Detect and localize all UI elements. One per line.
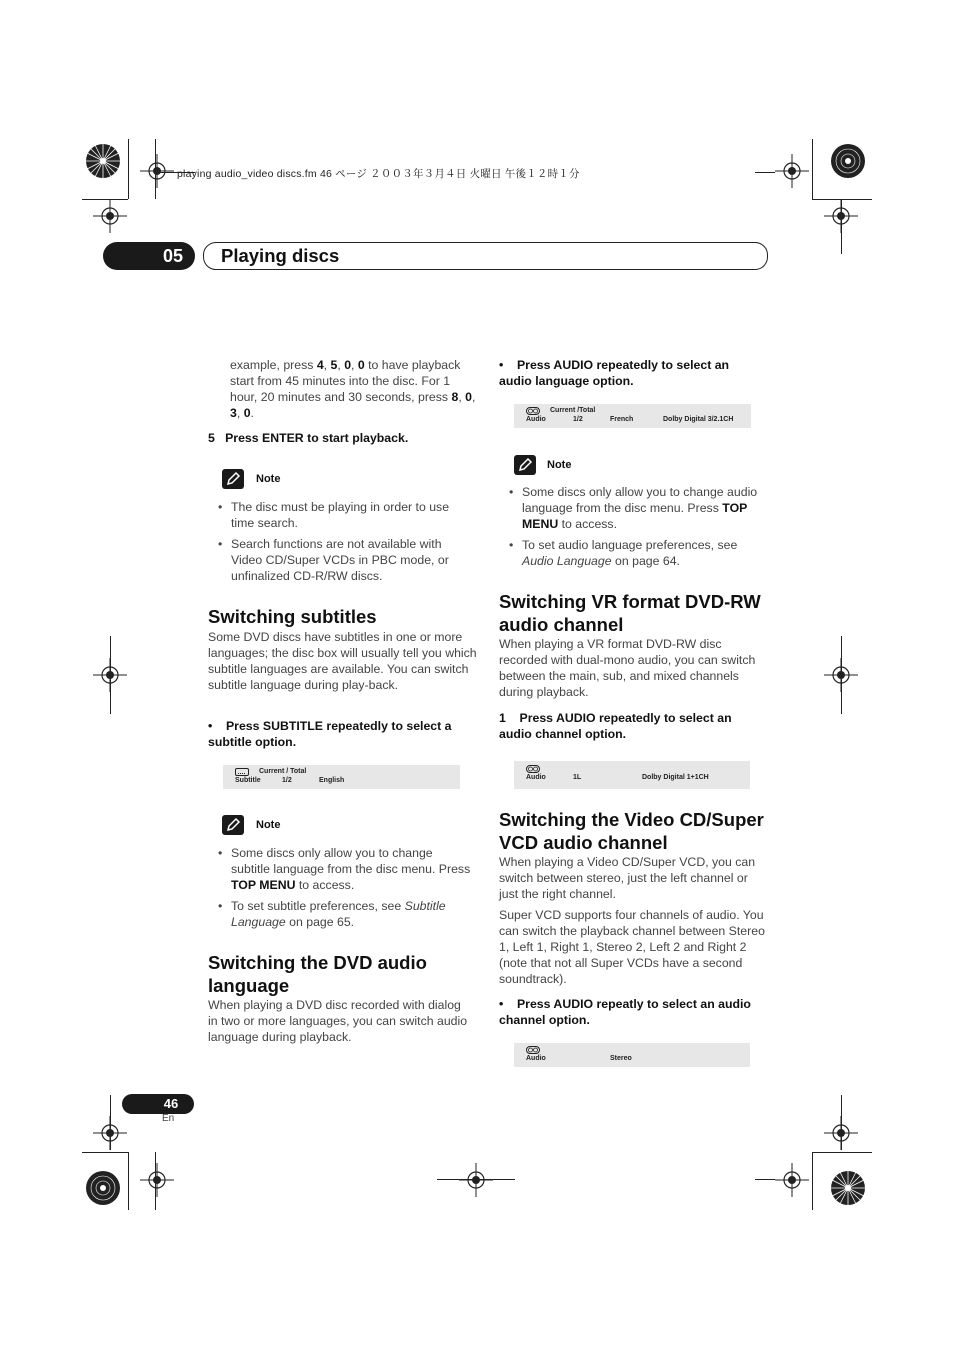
section-heading-dvd-audio: Switching the DVD audio language — [208, 952, 427, 996]
svcd-audio-description: Super VCD supports four channels of audio. You can switch the playback channel between Stereo 1, Left 1, Right 1, Stereo 2, Left 2 and Right 2 (note that not all Super VCDs have a second soundtrack). — [499, 908, 765, 986]
osd-format: Dolby Digital 1+1CH — [642, 774, 709, 781]
note-pencil-icon — [514, 455, 536, 475]
registration-mark-icon — [775, 1163, 809, 1197]
osd-title: Current /Total — [550, 407, 596, 414]
subtitle-step: • Press SUBTITLE repeatedly to select a subtitle option. — [208, 719, 452, 749]
osd-value: Stereo — [610, 1055, 632, 1062]
vcd-audio-description: When playing a Video CD/Super VCD, you can switch between stereo, just the left channel or just the right channel. — [499, 855, 756, 901]
audio-language-step: • Press AUDIO repeatedly to select an audio language option. — [499, 358, 730, 388]
registration-mark-icon — [93, 658, 127, 692]
file-header: playing audio_video discs.fm 46 ページ ２００３年３月４日 火曜日 午後１２時１分 — [177, 168, 580, 180]
registration-mark-icon — [93, 1116, 127, 1150]
audio-language-osd-display — [514, 404, 751, 428]
note-item: • Some discs only allow you to change audio language from the disc menu. Press TOP MENU to access. — [509, 484, 765, 532]
section-heading-vcd-audio: Switching the Video CD/Super VCD audio channel — [499, 809, 764, 853]
page-number: 46 — [163, 1096, 179, 1111]
subtitle-icon — [235, 768, 249, 776]
note-item: • To set subtitle preferences, see Subtitle Language on page 65. — [218, 898, 474, 930]
osd-count: 1/2 — [282, 777, 292, 784]
audio-icon — [526, 1046, 540, 1054]
subtitles-description: Some DVD discs have subtitles in one or more languages; the disc box will usually tell you which subtitle languages are available. You can switch subtitle language during play-back. — [208, 630, 477, 692]
note-label: Note — [256, 819, 281, 831]
vr-audio-osd-display — [514, 761, 750, 789]
step-5: 5 Press ENTER to start playback. — [208, 431, 409, 445]
chapter-number: 05 — [162, 246, 184, 266]
osd-channel: 1L — [573, 774, 582, 781]
chapter-title: Playing discs — [221, 245, 340, 266]
section-heading-vr-audio: Switching VR format DVD-RW audio channel — [499, 591, 761, 635]
note-item: • To set audio language preferences, see Audio Language on page 64. — [509, 537, 765, 569]
note-item: • Search functions are not available with Video CD/Super VCDs in PBC mode, or unfinalized CD-R/RW discs. — [218, 536, 474, 584]
note-item: • The disc must be playing in order to use time search. — [218, 499, 474, 531]
registration-mark-icon — [93, 199, 127, 233]
registration-mark-icon — [140, 1163, 174, 1197]
osd-title: Current / Total — [259, 768, 307, 775]
note-list — [509, 484, 765, 574]
registration-mark-icon — [775, 154, 809, 188]
audio-icon — [526, 765, 540, 773]
vcd-audio-step: • Press AUDIO repeatly to select an audio channel option. — [499, 997, 751, 1027]
printer-starburst-icon — [830, 143, 866, 179]
note-list — [218, 845, 474, 935]
audio-icon — [526, 407, 540, 415]
note-pencil-icon — [222, 815, 244, 835]
note-item: • Some discs only allow you to change subtitle language from the disc menu. Press TOP MENU to access. — [218, 845, 474, 893]
osd-label: Subtitle — [235, 777, 261, 784]
time-search-example: example, press 4, 5, 0, 0 to have playback start from 45 minutes into the disc. For 1 hour, 20 minutes and 30 seconds, press 8, 0, 3, 0. — [230, 358, 476, 420]
vcd-audio-osd-display — [514, 1043, 750, 1067]
note-list — [218, 499, 474, 589]
osd-language: French — [610, 416, 634, 423]
subtitle-osd-display — [223, 765, 460, 789]
osd-format: Dolby Digital 3/2.1CH — [663, 416, 734, 423]
printer-starburst-icon — [85, 1170, 121, 1206]
page-language: En — [162, 1113, 175, 1124]
section-heading-subtitles: Switching subtitles — [208, 606, 377, 627]
osd-label: Audio — [526, 774, 546, 781]
registration-mark-icon — [459, 1163, 493, 1197]
note-pencil-icon — [222, 469, 244, 489]
printer-starburst-icon — [830, 1170, 866, 1206]
registration-mark-icon — [824, 199, 858, 233]
osd-count: 1/2 — [573, 416, 583, 423]
printer-starburst-icon — [85, 143, 121, 179]
vr-audio-step: 1 Press AUDIO repeatedly to select an audio channel option. — [499, 711, 732, 741]
osd-label: Audio — [526, 416, 546, 423]
dvd-audio-description: When playing a DVD disc recorded with dialog in two or more languages, you can switch audio language during playback. — [208, 998, 468, 1044]
note-label: Note — [256, 473, 281, 485]
registration-mark-icon — [824, 658, 858, 692]
registration-mark-icon — [140, 154, 174, 188]
registration-mark-icon — [824, 1116, 858, 1150]
vr-audio-description: When playing a VR format DVD-RW disc recorded with dual-mono audio, you can switch between the main, sub, and mixed channels during playback. — [499, 637, 756, 699]
osd-label: Audio — [526, 1055, 546, 1062]
osd-value: English — [319, 777, 345, 784]
note-label: Note — [547, 459, 572, 471]
